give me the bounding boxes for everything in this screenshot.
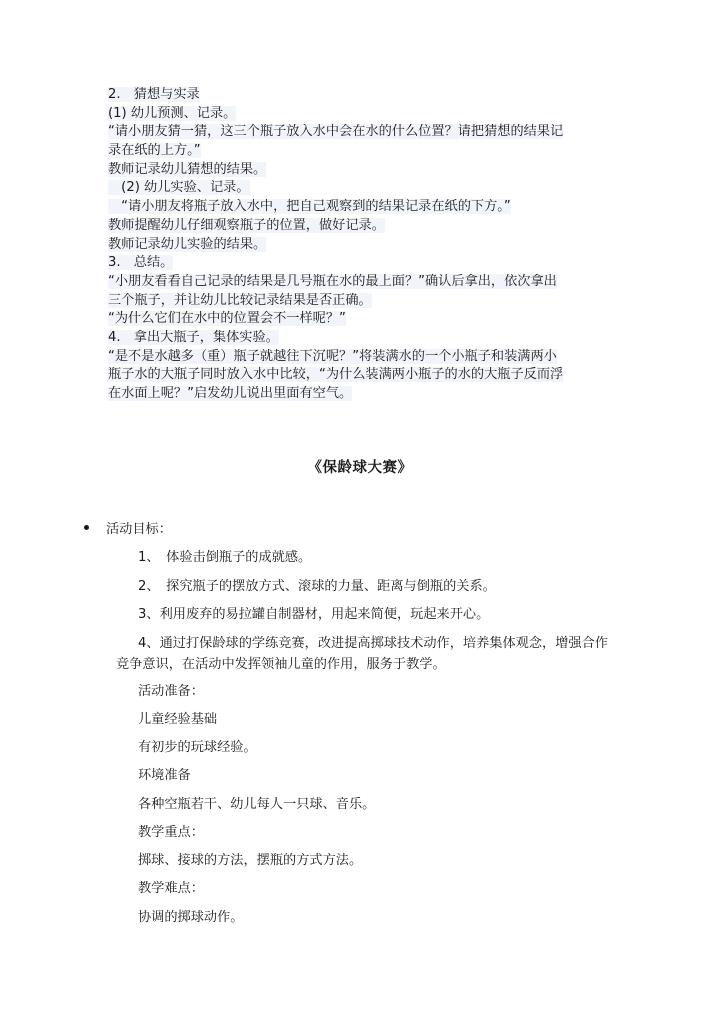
subheading-environment: 环境准备 — [138, 768, 191, 783]
text-line: “请小朋友将瓶子放入水中，把自己观察到的结果记录在纸的下方。” — [108, 199, 511, 215]
goal-item-4: 4、通过打保龄球的学练竞赛，改进提高掷球技术动作，培养集体观念，增强合作竞争意识，在活动中发挥领袖儿童的作用，服务于教学。 — [116, 636, 608, 672]
text-line: 各种空瓶若干、幼儿每人一只球、音乐。 — [138, 797, 376, 812]
goal-item: 2、 探究瓶子的摆放方式、滚球的力量、距离与倒瓶的关系。 — [138, 579, 496, 594]
text-line: 协调的掷球动作。 — [138, 910, 244, 925]
text-line: “请小朋友猜一猜，这三个瓶子放入水中会在水的什么位置？请把猜想的结果记 — [108, 124, 564, 140]
text-line: 教师提醒幼儿仔细观察瓶子的位置，做好记录。 — [108, 217, 385, 233]
goals-label: 活动目标： — [106, 522, 172, 537]
subheading-experience: 儿童经验基础 — [138, 712, 218, 727]
section-heading-preparation: 活动准备： — [138, 684, 204, 699]
text-line: 教师记录幼儿猜想的结果。 — [108, 161, 267, 177]
text-line: 录在纸的上方。” — [108, 143, 201, 159]
section-heading-difficulties: 教学难点： — [138, 881, 204, 896]
bullet-icon — [84, 525, 89, 530]
text-line: 在水面上呢？”启发幼儿说出里面有空气。 — [108, 386, 353, 401]
text-line: 有初步的玩球经验。 — [138, 740, 257, 755]
text-line: “为什么它们在水中的位置会不一样呢？” — [108, 311, 346, 327]
text-line: “小朋友看看自己记录的结果是几号瓶在水的最上面？”确认后拿出，依次拿出 — [108, 273, 557, 289]
step-heading: 2. 猜想与实录 — [108, 87, 200, 102]
step-heading: 3. 总结。 — [108, 255, 174, 271]
goals-bullet — [84, 520, 172, 540]
text-line: “是不是水越多（重）瓶子就越往下沉呢？”将装满水的一个小瓶子和装满两小 — [108, 348, 557, 364]
text-line: 瓶子水的大瓶子同时放入水中比较，“为什么装满两小瓶子的水的大瓶子反而浮 — [108, 367, 564, 383]
text-line: 三个瓶子，并让幼儿比较记录结果是否正确。 — [108, 292, 372, 308]
goal-item: 1、 体验击倒瓶子的成就感。 — [138, 550, 312, 565]
text-line: 教师记录幼儿实验的结果。 — [108, 236, 267, 252]
text-line: (1) 幼儿预测、记录。 — [108, 105, 237, 121]
text-line: 掷球、接球的方法，摆瓶的方式方法。 — [138, 853, 363, 868]
text-line: (2) 幼儿实验、记录。 — [108, 180, 250, 196]
goal-item: 3、利用废弃的易拉罐自制器材，用起来简便，玩起来开心。 — [138, 607, 490, 622]
section-heading-key-points: 教学重点： — [138, 825, 204, 840]
lesson-title: 《保龄球大赛》 — [307, 459, 413, 476]
step-heading: 4. 拿出大瓶子，集体实验。 — [108, 329, 279, 345]
